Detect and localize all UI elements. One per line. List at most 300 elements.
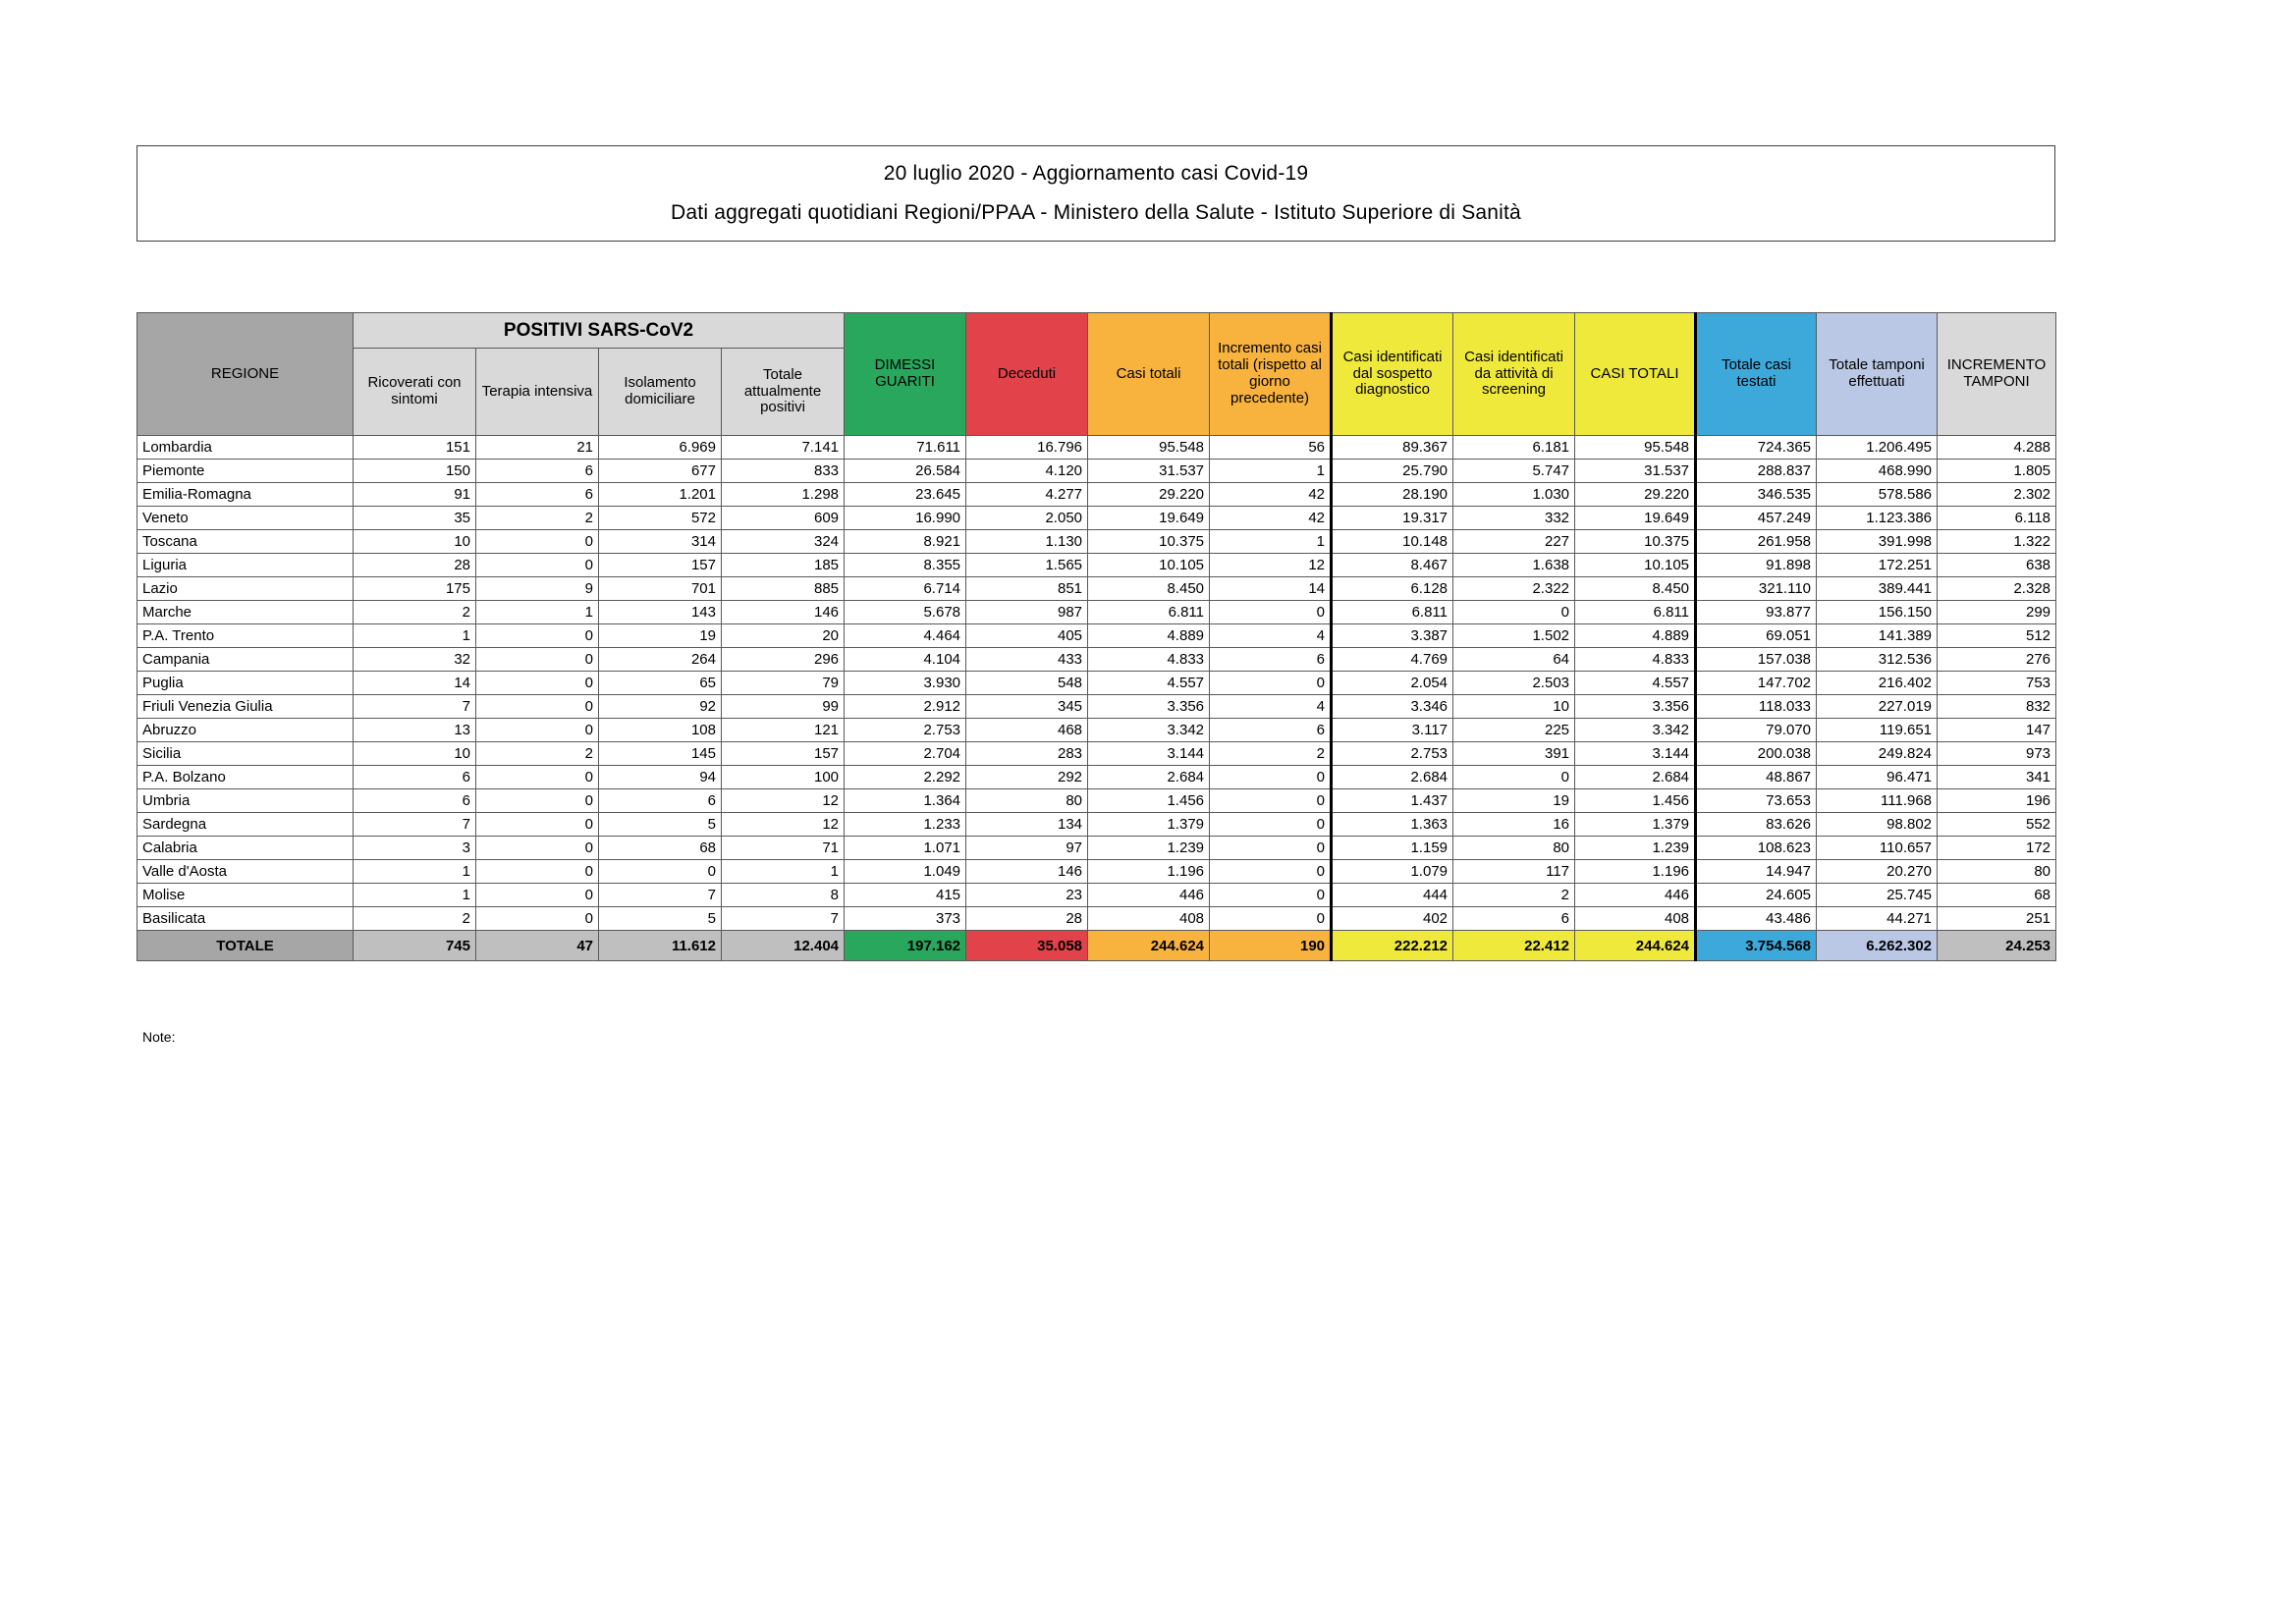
value-cell: 4.889 [1088,624,1210,648]
covid-data-table [137,312,2056,961]
value-cell: 172 [1938,837,2056,860]
table-row [137,695,2056,719]
value-cell: 6.714 [845,577,966,601]
value-cell: 2.684 [1332,766,1453,789]
value-cell: 10.105 [1088,554,1210,577]
value-cell: 457.249 [1696,507,1817,530]
table-row [137,601,2056,624]
value-cell: 1.079 [1332,860,1453,884]
value-cell: 3.356 [1088,695,1210,719]
value-cell: 8.467 [1332,554,1453,577]
value-cell: 578.586 [1817,483,1938,507]
value-cell: 468.990 [1817,460,1938,483]
value-cell: 32 [354,648,476,672]
header-casi-sospetto-diagnostico: Casi identificati dal sospetto diagnostico [1332,313,1453,436]
value-cell: 10.375 [1575,530,1696,554]
value-cell: 1.456 [1088,789,1210,813]
value-cell: 146 [722,601,845,624]
value-cell: 391 [1453,742,1575,766]
value-cell: 1.239 [1575,837,1696,860]
header-isolamento-domiciliare: Isolamento domiciliare [599,349,722,436]
value-cell: 21 [476,436,599,460]
value-cell: 1 [476,601,599,624]
value-cell: 276 [1938,648,2056,672]
value-cell: 16.796 [966,436,1088,460]
value-cell: 227.019 [1817,695,1938,719]
value-cell: 0 [1210,884,1332,907]
value-cell: 4 [1210,624,1332,648]
report-subtitle: Dati aggregati quotidiani Regioni/PPAA - Ministero della Salute - Istituto Superiore di Sanità [671,201,1521,224]
value-cell: 833 [722,460,845,483]
value-cell: 28 [354,554,476,577]
value-cell: 2.503 [1453,672,1575,695]
value-cell: 10 [354,742,476,766]
value-cell: 147.702 [1696,672,1817,695]
value-cell: 6 [354,766,476,789]
value-cell: 16.990 [845,507,966,530]
value-cell: 433 [966,648,1088,672]
region-cell: Liguria [137,554,354,577]
value-cell: 4.464 [845,624,966,648]
value-cell: 56 [1210,436,1332,460]
value-cell: 2.912 [845,695,966,719]
value-cell: 98.802 [1817,813,1938,837]
total-value-cell: 244.624 [1088,931,1210,961]
value-cell: 1.805 [1938,460,2056,483]
value-cell: 0 [476,789,599,813]
value-cell: 1.456 [1575,789,1696,813]
region-cell: P.A. Bolzano [137,766,354,789]
value-cell: 4.769 [1332,648,1453,672]
region-cell: Sicilia [137,742,354,766]
value-cell: 14 [1210,577,1332,601]
value-cell: 1.071 [845,837,966,860]
value-cell: 0 [1210,837,1332,860]
value-cell: 71.611 [845,436,966,460]
value-cell: 23.645 [845,483,966,507]
region-cell: Basilicata [137,907,354,931]
value-cell: 42 [1210,483,1332,507]
value-cell: 4.120 [966,460,1088,483]
value-cell: 100 [722,766,845,789]
value-cell: 2 [1453,884,1575,907]
value-cell: 1.196 [1088,860,1210,884]
value-cell: 20.270 [1817,860,1938,884]
value-cell: 5 [599,813,722,837]
value-cell: 1.201 [599,483,722,507]
total-value-cell: 6.262.302 [1817,931,1938,961]
value-cell: 4 [1210,695,1332,719]
value-cell: 609 [722,507,845,530]
value-cell: 2.054 [1332,672,1453,695]
value-cell: 0 [1453,766,1575,789]
region-cell: Puglia [137,672,354,695]
value-cell: 1.030 [1453,483,1575,507]
value-cell: 157 [722,742,845,766]
value-cell: 1.206.495 [1817,436,1938,460]
value-cell: 2 [476,507,599,530]
value-cell: 299 [1938,601,2056,624]
value-cell: 8 [722,884,845,907]
value-cell: 7 [722,907,845,931]
value-cell: 288.837 [1696,460,1817,483]
value-cell: 1 [722,860,845,884]
value-cell: 572 [599,507,722,530]
header-dimessi-guariti: DIMESSI GUARITI [845,313,966,436]
region-cell: Campania [137,648,354,672]
value-cell: 80 [1453,837,1575,860]
value-cell: 249.824 [1817,742,1938,766]
value-cell: 6.128 [1332,577,1453,601]
value-cell: 141.389 [1817,624,1938,648]
table-row [137,742,2056,766]
value-cell: 25.790 [1332,460,1453,483]
total-value-cell: 745 [354,931,476,961]
value-cell: 3.144 [1575,742,1696,766]
table-row [137,624,2056,648]
value-cell: 0 [476,766,599,789]
region-cell: Valle d'Aosta [137,860,354,884]
value-cell: 111.968 [1817,789,1938,813]
header-totale-casi-testati: Totale casi testati [1696,313,1817,436]
region-cell: Marche [137,601,354,624]
value-cell: 345 [966,695,1088,719]
region-cell: Emilia-Romagna [137,483,354,507]
value-cell: 2.753 [845,719,966,742]
value-cell: 2 [354,907,476,931]
value-cell: 2.328 [1938,577,2056,601]
value-cell: 0 [1210,907,1332,931]
value-cell: 0 [476,813,599,837]
value-cell: 8.450 [1088,577,1210,601]
value-cell: 108 [599,719,722,742]
value-cell: 3.930 [845,672,966,695]
table-row [137,530,2056,554]
value-cell: 0 [1453,601,1575,624]
value-cell: 677 [599,460,722,483]
value-cell: 1.159 [1332,837,1453,860]
value-cell: 2.704 [845,742,966,766]
value-cell: 69.051 [1696,624,1817,648]
region-cell: Molise [137,884,354,907]
value-cell: 0 [476,907,599,931]
value-cell: 701 [599,577,722,601]
total-value-cell: 12.404 [722,931,845,961]
table-row [137,907,2056,931]
value-cell: 251 [1938,907,2056,931]
value-cell: 0 [476,884,599,907]
value-cell: 851 [966,577,1088,601]
value-cell: 373 [845,907,966,931]
value-cell: 341 [1938,766,2056,789]
value-cell: 175 [354,577,476,601]
table-row [137,554,2056,577]
value-cell: 2.684 [1088,766,1210,789]
value-cell: 42 [1210,507,1332,530]
value-cell: 1.239 [1088,837,1210,860]
value-cell: 292 [966,766,1088,789]
value-cell: 885 [722,577,845,601]
total-value-cell: 197.162 [845,931,966,961]
value-cell: 156.150 [1817,601,1938,624]
value-cell: 1.049 [845,860,966,884]
value-cell: 324 [722,530,845,554]
region-cell: Lazio [137,577,354,601]
value-cell: 3.144 [1088,742,1210,766]
value-cell: 26.584 [845,460,966,483]
value-cell: 0 [476,695,599,719]
value-cell: 143 [599,601,722,624]
value-cell: 68 [1938,884,2056,907]
region-cell: Veneto [137,507,354,530]
value-cell: 110.657 [1817,837,1938,860]
value-cell: 389.441 [1817,577,1938,601]
value-cell: 12 [1210,554,1332,577]
value-cell: 118.033 [1696,695,1817,719]
value-cell: 332 [1453,507,1575,530]
value-cell: 97 [966,837,1088,860]
value-cell: 1 [354,860,476,884]
region-cell: Toscana [137,530,354,554]
value-cell: 1.322 [1938,530,2056,554]
header-terapia-intensiva: Terapia intensiva [476,349,599,436]
total-value-cell: 244.624 [1575,931,1696,961]
value-cell: 29.220 [1088,483,1210,507]
value-cell: 3.342 [1575,719,1696,742]
value-cell: 4.104 [845,648,966,672]
value-cell: 12 [722,789,845,813]
value-cell: 1.298 [722,483,845,507]
value-cell: 0 [476,719,599,742]
value-cell: 10 [354,530,476,554]
total-value-cell: 22.412 [1453,931,1575,961]
value-cell: 99 [722,695,845,719]
region-cell: Lombardia [137,436,354,460]
value-cell: 83.626 [1696,813,1817,837]
value-cell: 1.565 [966,554,1088,577]
value-cell: 0 [476,648,599,672]
value-cell: 415 [845,884,966,907]
region-cell: Piemonte [137,460,354,483]
value-cell: 2.322 [1453,577,1575,601]
value-cell: 3.342 [1088,719,1210,742]
header-casi-totali: Casi totali [1088,313,1210,436]
table-row [137,577,2056,601]
value-cell: 0 [476,837,599,860]
region-cell: P.A. Trento [137,624,354,648]
value-cell: 10.148 [1332,530,1453,554]
value-cell: 8.921 [845,530,966,554]
value-cell: 6.969 [599,436,722,460]
value-cell: 28 [966,907,1088,931]
value-cell: 2 [476,742,599,766]
value-cell: 3.117 [1332,719,1453,742]
value-cell: 402 [1332,907,1453,931]
table-row [137,436,2056,460]
value-cell: 7.141 [722,436,845,460]
region-cell: Sardegna [137,813,354,837]
value-cell: 6 [1210,719,1332,742]
value-cell: 216.402 [1817,672,1938,695]
value-cell: 0 [599,860,722,884]
table-body [137,436,2056,961]
value-cell: 1 [1210,530,1332,554]
value-cell: 24.605 [1696,884,1817,907]
value-cell: 10.375 [1088,530,1210,554]
value-cell: 0 [476,624,599,648]
value-cell: 119.651 [1817,719,1938,742]
value-cell: 6.811 [1088,601,1210,624]
value-cell: 14 [354,672,476,695]
value-cell: 4.288 [1938,436,2056,460]
value-cell: 7 [354,695,476,719]
value-cell: 6.118 [1938,507,2056,530]
value-cell: 200.038 [1696,742,1817,766]
value-cell: 2.302 [1938,483,2056,507]
value-cell: 20 [722,624,845,648]
value-cell: 65 [599,672,722,695]
value-cell: 1.196 [1575,860,1696,884]
total-value-cell: 24.253 [1938,931,2056,961]
value-cell: 264 [599,648,722,672]
value-cell: 121 [722,719,845,742]
value-cell: 1.364 [845,789,966,813]
value-cell: 44.271 [1817,907,1938,931]
total-value-cell: 3.754.568 [1696,931,1817,961]
table-row [137,884,2056,907]
value-cell: 1.437 [1332,789,1453,813]
value-cell: 1.123.386 [1817,507,1938,530]
value-cell: 9 [476,577,599,601]
value-cell: 151 [354,436,476,460]
value-cell: 12 [722,813,845,837]
table-row [137,672,2056,695]
value-cell: 3 [354,837,476,860]
value-cell: 19.649 [1088,507,1210,530]
value-cell: 6 [476,460,599,483]
value-cell: 172.251 [1817,554,1938,577]
value-cell: 468 [966,719,1088,742]
value-cell: 5.747 [1453,460,1575,483]
value-cell: 6.181 [1453,436,1575,460]
table-row [137,483,2056,507]
value-cell: 79 [722,672,845,695]
value-cell: 225 [1453,719,1575,742]
value-cell: 89.367 [1332,436,1453,460]
value-cell: 80 [1938,860,2056,884]
report-header-box [137,145,2055,242]
value-cell: 7 [354,813,476,837]
value-cell: 96.471 [1817,766,1938,789]
value-cell: 134 [966,813,1088,837]
value-cell: 552 [1938,813,2056,837]
value-cell: 19 [599,624,722,648]
header-casi-screening: Casi identificati da attività di screening [1453,313,1575,436]
value-cell: 638 [1938,554,2056,577]
header-ricoverati-con-sintomi: Ricoverati con sintomi [354,349,476,436]
value-cell: 3.387 [1332,624,1453,648]
value-cell: 4.833 [1088,648,1210,672]
value-cell: 2.050 [966,507,1088,530]
value-cell: 71 [722,837,845,860]
value-cell: 157 [599,554,722,577]
value-cell: 1.379 [1575,813,1696,837]
value-cell: 3.346 [1332,695,1453,719]
value-cell: 346.535 [1696,483,1817,507]
value-cell: 91.898 [1696,554,1817,577]
value-cell: 2 [1210,742,1332,766]
header-casi-totali-2: CASI TOTALI [1575,313,1696,436]
value-cell: 4.277 [966,483,1088,507]
value-cell: 13 [354,719,476,742]
table-row [137,460,2056,483]
value-cell: 446 [1575,884,1696,907]
value-cell: 753 [1938,672,2056,695]
report-title: 20 luglio 2020 - Aggiornamento casi Covid-19 [883,162,1309,185]
value-cell: 95.548 [1088,436,1210,460]
value-cell: 832 [1938,695,2056,719]
value-cell: 6 [476,483,599,507]
header-regione: REGIONE [137,313,354,436]
value-cell: 10 [1453,695,1575,719]
table-row [137,860,2056,884]
value-cell: 261.958 [1696,530,1817,554]
value-cell: 19.649 [1575,507,1696,530]
table-row [137,766,2056,789]
total-value-cell: 35.058 [966,931,1088,961]
value-cell: 6 [599,789,722,813]
value-cell: 227 [1453,530,1575,554]
value-cell: 16 [1453,813,1575,837]
value-cell: 1 [1210,460,1332,483]
region-cell: Umbria [137,789,354,813]
value-cell: 31.537 [1575,460,1696,483]
value-cell: 73.653 [1696,789,1817,813]
value-cell: 7 [599,884,722,907]
value-cell: 0 [476,554,599,577]
total-row [137,931,2056,961]
header-incremento-casi-totali: Incremento casi totali (rispetto al giorno precedente) [1210,313,1332,436]
value-cell: 4.833 [1575,648,1696,672]
value-cell: 0 [1210,813,1332,837]
value-cell: 64 [1453,648,1575,672]
value-cell: 548 [966,672,1088,695]
table-row [137,813,2056,837]
value-cell: 6.811 [1575,601,1696,624]
value-cell: 408 [1088,907,1210,931]
value-cell: 19.317 [1332,507,1453,530]
value-cell: 0 [1210,672,1332,695]
value-cell: 283 [966,742,1088,766]
value-cell: 93.877 [1696,601,1817,624]
value-cell: 312.536 [1817,648,1938,672]
value-cell: 25.745 [1817,884,1938,907]
value-cell: 31.537 [1088,460,1210,483]
value-cell: 321.110 [1696,577,1817,601]
value-cell: 2.753 [1332,742,1453,766]
value-cell: 35 [354,507,476,530]
value-cell: 185 [722,554,845,577]
value-cell: 95.548 [1575,436,1696,460]
value-cell: 973 [1938,742,2056,766]
value-cell: 91 [354,483,476,507]
value-cell: 2 [354,601,476,624]
value-cell: 196 [1938,789,2056,813]
value-cell: 1.379 [1088,813,1210,837]
value-cell: 0 [1210,789,1332,813]
value-cell: 1.502 [1453,624,1575,648]
value-cell: 1.363 [1332,813,1453,837]
